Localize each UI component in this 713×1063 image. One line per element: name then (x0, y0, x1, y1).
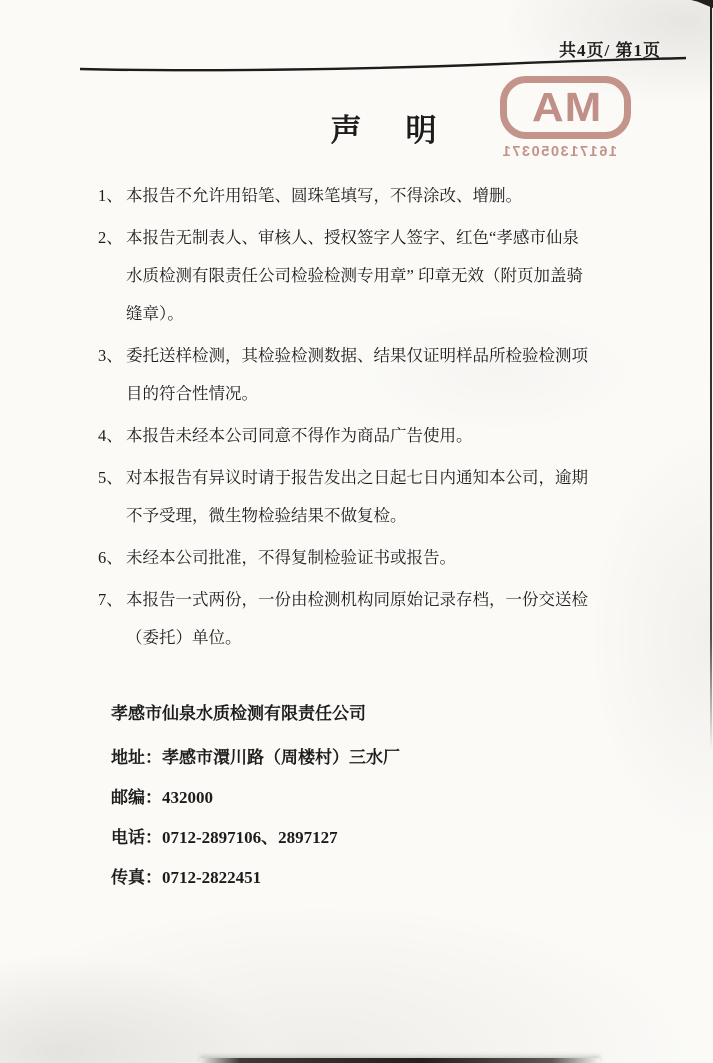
page-title: 声明 (330, 113, 481, 148)
declaration-item-4 (98, 417, 618, 455)
phone-value: 0712-2897106、2897127 (162, 828, 338, 847)
company-phone (111, 818, 400, 858)
scan-artifact-bottom-bar (200, 1058, 600, 1063)
postal-label: 邮编： (111, 788, 162, 807)
item-number: 2、 (98, 228, 123, 247)
page-number: 共4页/ 第1页 (559, 41, 661, 60)
company-info (111, 694, 400, 898)
item-text-line: 不予受理，微生物检验结果不做复检。 (126, 506, 407, 525)
company-address (111, 738, 400, 778)
item-text-line: 委托送样检测，其检验检测数据、结果仅证明样品所检验检测项 (126, 346, 588, 365)
item-text-line: 本报告一式两份，一份由检测机构同原始记录存档，一份交送检 (126, 590, 588, 609)
declaration-item-2 (98, 219, 618, 333)
item-text-line: 对本报告有异议时请于报告发出之日起七日内通知本公司，逾期 (126, 468, 588, 487)
phone-label: 电话： (111, 828, 162, 847)
declaration-list (98, 177, 618, 661)
fax-value: 0712-2822451 (162, 868, 262, 887)
item-text-line: 本报告无制表人、审核人、授权签字人签字、红色“孝感市仙泉 (126, 228, 579, 247)
address-value: 孝感市澴川路（周楼村）三水厂 (162, 748, 400, 767)
item-number: 6、 (98, 548, 123, 567)
item-text-line: 本报告未经本公司同意不得作为商品广告使用。 (126, 426, 473, 445)
scan-artifact-right-edge (710, 0, 712, 750)
item-text-line: 水质检测有限责任公司检验检测专用章” 印章无效（附页加盖骑 (126, 266, 583, 285)
postal-value: 432000 (162, 788, 213, 807)
declaration-item-6 (98, 539, 618, 577)
declaration-item-3 (98, 337, 618, 413)
item-text-line: 目的符合性情况。 (126, 384, 258, 403)
declaration-item-7 (98, 581, 618, 657)
declaration-item-5 (98, 459, 618, 535)
cma-stamp-mark: MA (530, 84, 602, 130)
company-fax (111, 858, 400, 898)
item-text-line: （委托）单位。 (126, 628, 242, 647)
item-text-line: 本报告不允许用铅笔、圆珠笔填写，不得涂改、增删。 (126, 186, 522, 205)
item-number: 1、 (98, 186, 123, 205)
cma-stamp-number: 161713050371 (501, 144, 617, 160)
declaration-item-1 (98, 177, 618, 215)
item-text-line: 未经本公司批准，不得复制检验证书或报告。 (126, 548, 456, 567)
header-rule (80, 56, 686, 76)
item-number: 4、 (98, 426, 123, 445)
address-label: 地址： (111, 748, 162, 767)
fax-label: 传真： (111, 868, 162, 887)
item-number: 7、 (98, 590, 123, 609)
company-postal (111, 778, 400, 818)
item-number: 3、 (98, 346, 123, 365)
company-name: 孝感市仙泉水质检测有限责任公司 (111, 704, 366, 723)
item-text-line: 缝章）。 (126, 304, 184, 323)
item-number: 5、 (98, 468, 123, 487)
